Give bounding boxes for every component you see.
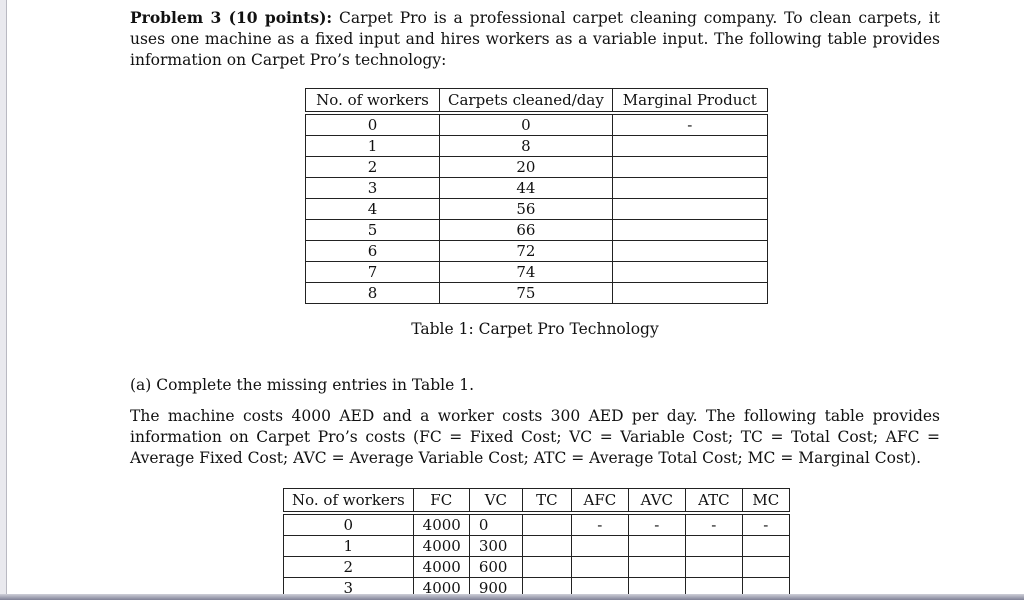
table-row bbox=[306, 178, 768, 199]
header-vc: VC bbox=[469, 489, 522, 512]
cell-mc: - bbox=[742, 515, 789, 536]
table-row bbox=[284, 515, 790, 536]
table-row bbox=[284, 536, 790, 557]
cell-carpets: 0 bbox=[440, 115, 613, 136]
cell-mp bbox=[612, 157, 767, 178]
cell-mp: - bbox=[612, 115, 767, 136]
cell-atc bbox=[685, 536, 742, 557]
table-row bbox=[306, 241, 768, 262]
cell-atc bbox=[685, 557, 742, 578]
window-bottom-edge bbox=[0, 594, 1024, 600]
cell-workers: 1 bbox=[306, 136, 440, 157]
cell-mp bbox=[612, 220, 767, 241]
cell-workers: 2 bbox=[284, 557, 414, 578]
table-row bbox=[284, 578, 790, 595]
header-atc: ATC bbox=[685, 489, 742, 512]
cell-mp bbox=[612, 136, 767, 157]
table-row bbox=[306, 115, 768, 136]
cell-mc bbox=[742, 557, 789, 578]
cell-mp bbox=[612, 241, 767, 262]
header-afc: AFC bbox=[571, 489, 628, 512]
cell-workers: 6 bbox=[306, 241, 440, 262]
table-row bbox=[306, 157, 768, 178]
cell-atc bbox=[685, 578, 742, 595]
window-left-edge bbox=[0, 0, 7, 600]
cell-workers: 7 bbox=[306, 262, 440, 283]
cell-mc bbox=[742, 578, 789, 595]
cell-workers: 0 bbox=[306, 115, 440, 136]
table-row bbox=[284, 557, 790, 578]
cell-tc bbox=[522, 557, 571, 578]
cell-tc bbox=[522, 515, 571, 536]
cell-fc: 4000 bbox=[413, 536, 469, 557]
cell-carpets: 20 bbox=[440, 157, 613, 178]
table-row bbox=[306, 262, 768, 283]
cell-carpets: 44 bbox=[440, 178, 613, 199]
header-avc: AVC bbox=[628, 489, 685, 512]
cell-workers: 3 bbox=[306, 178, 440, 199]
table-row bbox=[306, 136, 768, 157]
table-row bbox=[306, 220, 768, 241]
cell-vc: 600 bbox=[469, 557, 522, 578]
cell-carpets: 66 bbox=[440, 220, 613, 241]
cell-mp bbox=[612, 262, 767, 283]
technology-table bbox=[305, 88, 768, 304]
cell-fc: 4000 bbox=[413, 578, 469, 595]
cell-afc bbox=[571, 578, 628, 595]
header-carpets: Carpets cleaned/day bbox=[440, 89, 613, 112]
table-row bbox=[306, 283, 768, 304]
cell-vc: 900 bbox=[469, 578, 522, 595]
cell-avc: - bbox=[628, 515, 685, 536]
header-workers: No. of workers bbox=[306, 89, 440, 112]
cell-carpets: 72 bbox=[440, 241, 613, 262]
cell-carpets: 75 bbox=[440, 283, 613, 304]
cell-vc: 0 bbox=[469, 515, 522, 536]
cell-vc: 300 bbox=[469, 536, 522, 557]
cell-afc bbox=[571, 557, 628, 578]
table-caption: Table 1: Carpet Pro Technology bbox=[411, 320, 659, 338]
cell-mc bbox=[742, 536, 789, 557]
cell-workers: 8 bbox=[306, 283, 440, 304]
header-tc: TC bbox=[522, 489, 571, 512]
header-mc: MC bbox=[742, 489, 789, 512]
cell-carpets: 8 bbox=[440, 136, 613, 157]
cell-workers: 5 bbox=[306, 220, 440, 241]
header-workers: No. of workers bbox=[284, 489, 414, 512]
cell-mp bbox=[612, 178, 767, 199]
header-marginal-product: Marginal Product bbox=[612, 89, 767, 112]
costs-table bbox=[283, 488, 790, 594]
cell-workers: 3 bbox=[284, 578, 414, 595]
cell-fc: 4000 bbox=[413, 515, 469, 536]
problem-intro: Carpet Pro is a professional carpet cleaning company. To clean carpets, it uses one machine as a fixed input and hires workers as a variable input. The following table provides information on Carpet Pro’s technology: bbox=[130, 9, 940, 69]
cell-afc: - bbox=[571, 515, 628, 536]
cell-tc bbox=[522, 578, 571, 595]
problem-heading: Problem 3 (10 points): bbox=[130, 8, 333, 27]
cell-mp bbox=[612, 199, 767, 220]
table-row bbox=[306, 199, 768, 220]
cell-workers: 4 bbox=[306, 199, 440, 220]
table-header-row bbox=[306, 89, 768, 112]
cell-fc: 4000 bbox=[413, 557, 469, 578]
cell-afc bbox=[571, 536, 628, 557]
header-fc: FC bbox=[413, 489, 469, 512]
cell-carpets: 74 bbox=[440, 262, 613, 283]
cell-workers: 1 bbox=[284, 536, 414, 557]
cell-workers: 0 bbox=[284, 515, 414, 536]
cell-tc bbox=[522, 536, 571, 557]
cell-atc: - bbox=[685, 515, 742, 536]
cell-workers: 2 bbox=[306, 157, 440, 178]
cell-avc bbox=[628, 557, 685, 578]
cell-avc bbox=[628, 536, 685, 557]
cell-carpets: 56 bbox=[440, 199, 613, 220]
table-header-row bbox=[284, 489, 790, 512]
cell-avc bbox=[628, 578, 685, 595]
part-a-question: (a) Complete the missing entries in Table 1. bbox=[130, 376, 475, 394]
problem-statement bbox=[130, 7, 940, 71]
costs-description: The machine costs 4000 AED and a worker costs 300 AED per day. The following table provides information on Carpet Pro’s costs (FC = Fixed Cost; VC = Variable Cost; TC = Total Cost; AFC = Average Fixed Cost; AVC = Average Variable Cost; ATC = Average Total Cost; MC = Marginal Cost). bbox=[130, 407, 940, 467]
cell-mp bbox=[612, 283, 767, 304]
